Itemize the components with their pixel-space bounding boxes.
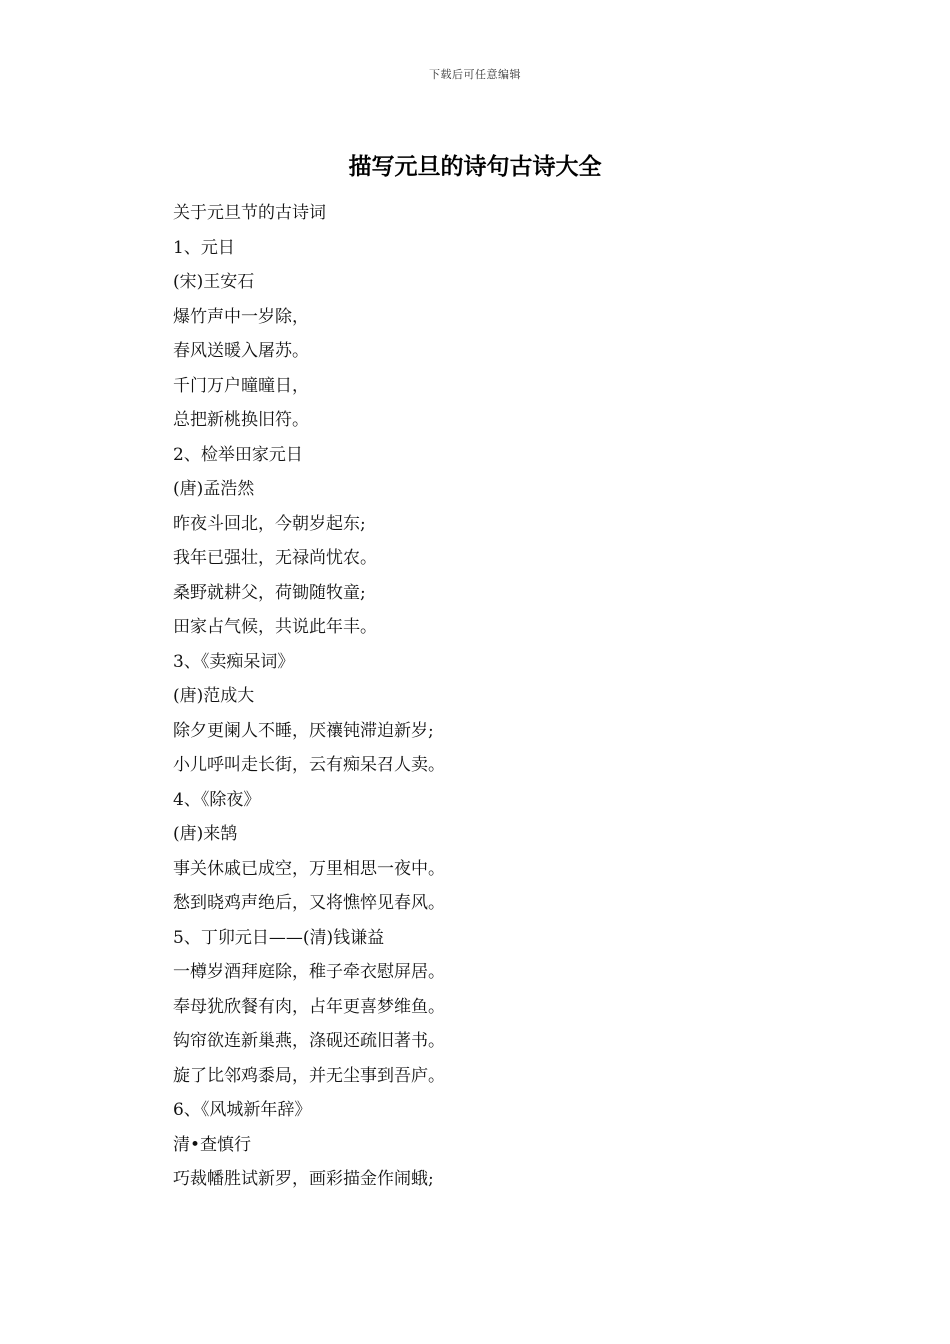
poem-heading: 6、《风城新年辞》 [173, 1100, 312, 1120]
page-header [0, 66, 950, 82]
poem-heading: 2、检举田家元日 [173, 444, 303, 465]
poem-heading: 5、丁卯元日——(清)钱谦益 [173, 927, 385, 948]
poem-line: 事关休戚已成空，万里相思一夜中。 [173, 858, 445, 879]
poem-line: 钩帘欲连新巢燕，涤砚还疏旧著书。 [173, 1031, 445, 1051]
poem-heading: 1、元日 [173, 237, 235, 258]
poem-line: 一樽岁酒拜庭除，稚子牵衣慰屏居。 [173, 962, 445, 982]
poem-line: 愁到晓鸡声绝后，又将憔悴见春风。 [173, 893, 445, 913]
poem-heading: 3、《卖痴呆词》 [173, 651, 295, 672]
poem-line: 千门万户曈曈日， [173, 375, 309, 396]
poem-author: (宋)王安石 [173, 272, 255, 292]
poem-author: 清•查慎行 [173, 1134, 252, 1155]
poem-line: 总把新桃换旧符。 [173, 410, 309, 430]
poem-author: (唐)范成大 [173, 686, 255, 706]
poem-line: 小儿呼叫走长街，云有痴呆召人卖。 [173, 755, 445, 775]
poem-line: 奉母犹欣餐有肉，占年更喜梦维鱼。 [173, 996, 445, 1017]
poem-author: (唐)孟浩然 [173, 479, 255, 499]
poem-line: 除夕更阑人不睡，厌禳钝滞迫新岁; [173, 720, 434, 741]
poem-author: (唐)来鹄 [173, 824, 238, 844]
poem-heading: 4、《除夜》 [173, 789, 261, 810]
poem-line: 我年已强壮，无禄尚忧农。 [173, 548, 377, 568]
header-text: 下载后可任意编辑 [429, 68, 521, 81]
poem-line: 桑野就耕父，荷锄随牧童; [173, 582, 366, 603]
poem-line: 旋了比邻鸡黍局，并无尘事到吾庐。 [173, 1065, 445, 1086]
poem-line: 爆竹声中一岁除， [173, 306, 309, 327]
document-title: 描写元旦的诗句古诗大全 [348, 153, 602, 180]
poem-line: 巧裁幡胜试新罗，画彩描金作闹蛾; [173, 1169, 434, 1189]
poem-line: 昨夜斗回北，今朝岁起东; [173, 513, 366, 534]
poem-line: 田家占气候，共说此年丰。 [173, 617, 377, 637]
intro-line: 关于元旦节的古诗词 [173, 203, 326, 223]
poem-line: 春风送暖入屠苏。 [173, 341, 309, 361]
document-body [173, 196, 793, 1197]
